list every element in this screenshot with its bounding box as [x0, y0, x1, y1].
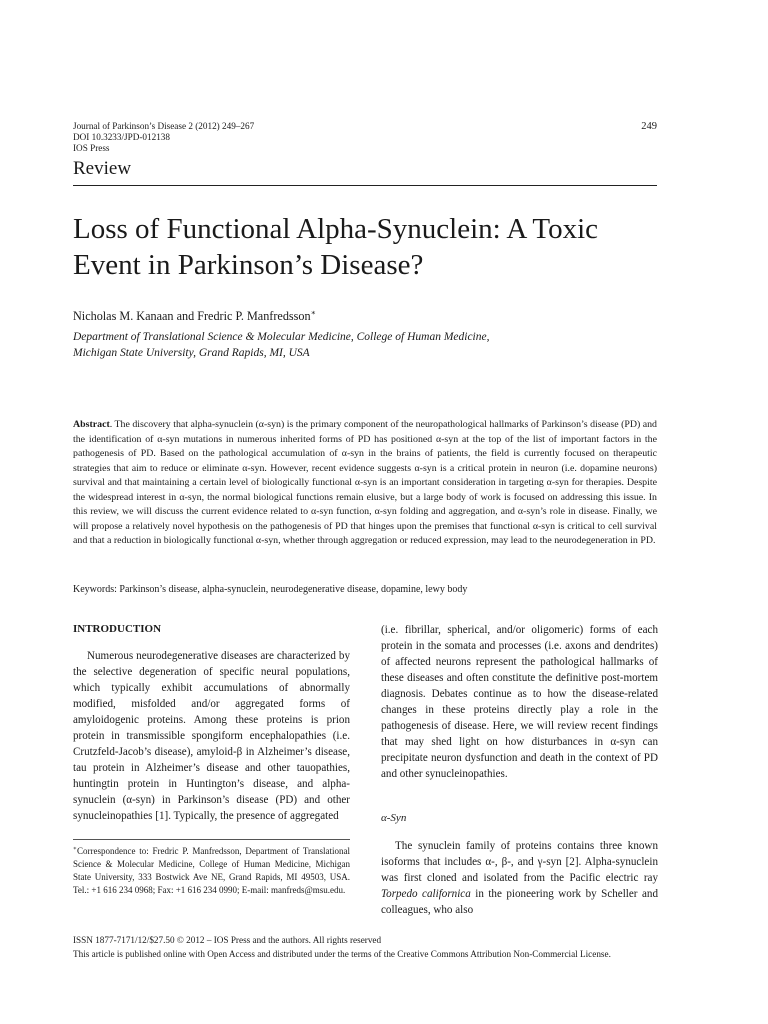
title-line-2: Event in Parkinson’s Disease?: [73, 249, 424, 281]
correspondence-footnote: [73, 845, 350, 897]
journal-publisher: IOS Press: [73, 143, 110, 153]
journal-citation: Journal of Parkinson’s Disease 2 (2012) 249–267: [73, 121, 255, 131]
abstract: [73, 418, 657, 549]
introduction-paragraph: Numerous neurodegenerative diseases are characterized by the selective degeneration of specific neural populations, which typically exhibit accumulations of abnormally modified, misfolded and/or aggregated forms of amyloidogenic proteins. Among these proteins is prion protein in transmissible spongiform encephalopathies (i.e. Crutzfeld-Jacob’s disease), amyloid-β in Alzheimer’s disease, tau protein in Alzheimer’s disease and other tauopathies, huntingtin protein in Huntington’s disease, and alpha-synuclein (α-syn) in Parkinson’s disease (PD) and other synucleinopathies [1]. Typically, the presence of aggregated: [73, 650, 350, 822]
species-name: Torpedo californica: [381, 888, 471, 900]
issn-line: ISSN 1877-7171/12/$27.50 © 2012 – IOS Press and the authors. All rights reserved: [73, 935, 382, 945]
journal-doi: DOI 10.3233/JPD-012138: [73, 132, 170, 142]
right-column: [381, 622, 658, 918]
footnote-text: Correspondence to: Fredric P. Manfredsson, Department of Translational Science & Molecular Medicine, College of Human Medicine, Michigan State University, 333 Bostwick Ave NE, Grand Rapids, MI 49503, USA. Tel.: +1 616 234 0968; Fax: +1 616 234 0990; E-mail: manfreds@msu.edu.: [73, 846, 350, 895]
page-number: 249: [641, 121, 657, 132]
footnote-mark: ∗: [73, 846, 77, 852]
footnote-divider: [73, 839, 350, 840]
author-list: [73, 309, 316, 324]
affiliation-line-1: Department of Translational Science & Molecular Medicine, College of Human Medicine,: [73, 331, 490, 343]
copyright-notice: [73, 933, 657, 961]
header-divider: [73, 185, 657, 186]
synuclein-text-a: The synuclein family of proteins contains three known isoforms that includes α-, β-, and γ-syn [2]. Alpha-synuclein was first cloned and isolated from the Pacific electric ray: [381, 840, 658, 884]
synuclein-family-paragraph: [381, 838, 658, 918]
keywords: Keywords: Parkinson’s disease, alpha-synuclein, neurodegenerative disease, dopamine, lewy body: [73, 584, 468, 595]
alpha-syn-subheading: α-Syn: [381, 812, 407, 824]
abstract-text: . The discovery that alpha-synuclein (α-syn) is the primary component of the neuropathological hallmarks of Parkinson’s disease (PD) and the identification of α-syn mutations in numerous inherited forms of PD has positioned α-syn at the top of the list of important factors in the pathogenesis of PD. Based on the pathological accumulation of α-syn in the brains of patients, the field is currently focused on therapeutic strategies that aim to reduce or eliminate α-syn. However, recent evidence suggests α-syn is a critical protein in neuron (i.e. dopamine neurons) survival and that maintaining a certain level of biologically functional α-syn is an important consideration in targeting α-syn for therapies. Despite the widespread interest in α-syn, the normal biological functions remain elusive, but a large body of work is focused on addressing this issue. In this review, we will discuss the current evidence related to α-syn function, α-syn folding and aggregation, and α-syn’s role in disease. Finally, we will propose a relatively novel hypothesis on the pathogenesis of PD that hinges upon the premises that functional α-syn is critical to cell survival and that a reduction in biologically functional α-syn, whether through aggregation or reduced expression, may lead to the neurodegeneration in PD.: [73, 419, 657, 546]
open-access-line: This article is published online with Open Access and distributed under the terms of the Creative Commons Attribution Non-Commercial License.: [73, 949, 611, 959]
synuclein-text-b: in the pioneering work by Scheller and colleagues, who also: [381, 888, 658, 916]
section-label: Review: [73, 158, 132, 179]
author-affiliation: [73, 329, 657, 361]
continued-paragraph: (i.e. fibrillar, spherical, and/or oligomeric) forms of each protein in the somata and processes (i.e. axons and dendrites) of affected neurons represent the pathological hallmarks of these diseases and often constitute the definitive post-mortem diagnosis. Debates continue as to how the disease-related changes in these proteins directly play a role in the pathogenesis of disease. Here, we will review recent findings that may shed light on how disturbances in α-syn can precipitate neuron dysfunction and death in the context of PD and other synucleinopathies.: [381, 624, 658, 780]
journal-header: [73, 121, 254, 154]
introduction-heading: INTRODUCTION: [73, 623, 162, 635]
authors-names: Nicholas M. Kanaan and Fredric P. Manfredsson: [73, 309, 311, 323]
title-line-1: Loss of Functional Alpha-Synuclein: A Toxic: [73, 213, 599, 245]
left-column: [73, 622, 350, 824]
abstract-label: Abstract: [73, 419, 110, 430]
affiliation-line-2: Michigan State University, Grand Rapids, MI, USA: [73, 347, 310, 359]
corresponding-author-mark: ∗: [310, 307, 316, 317]
article-title: [73, 211, 673, 283]
